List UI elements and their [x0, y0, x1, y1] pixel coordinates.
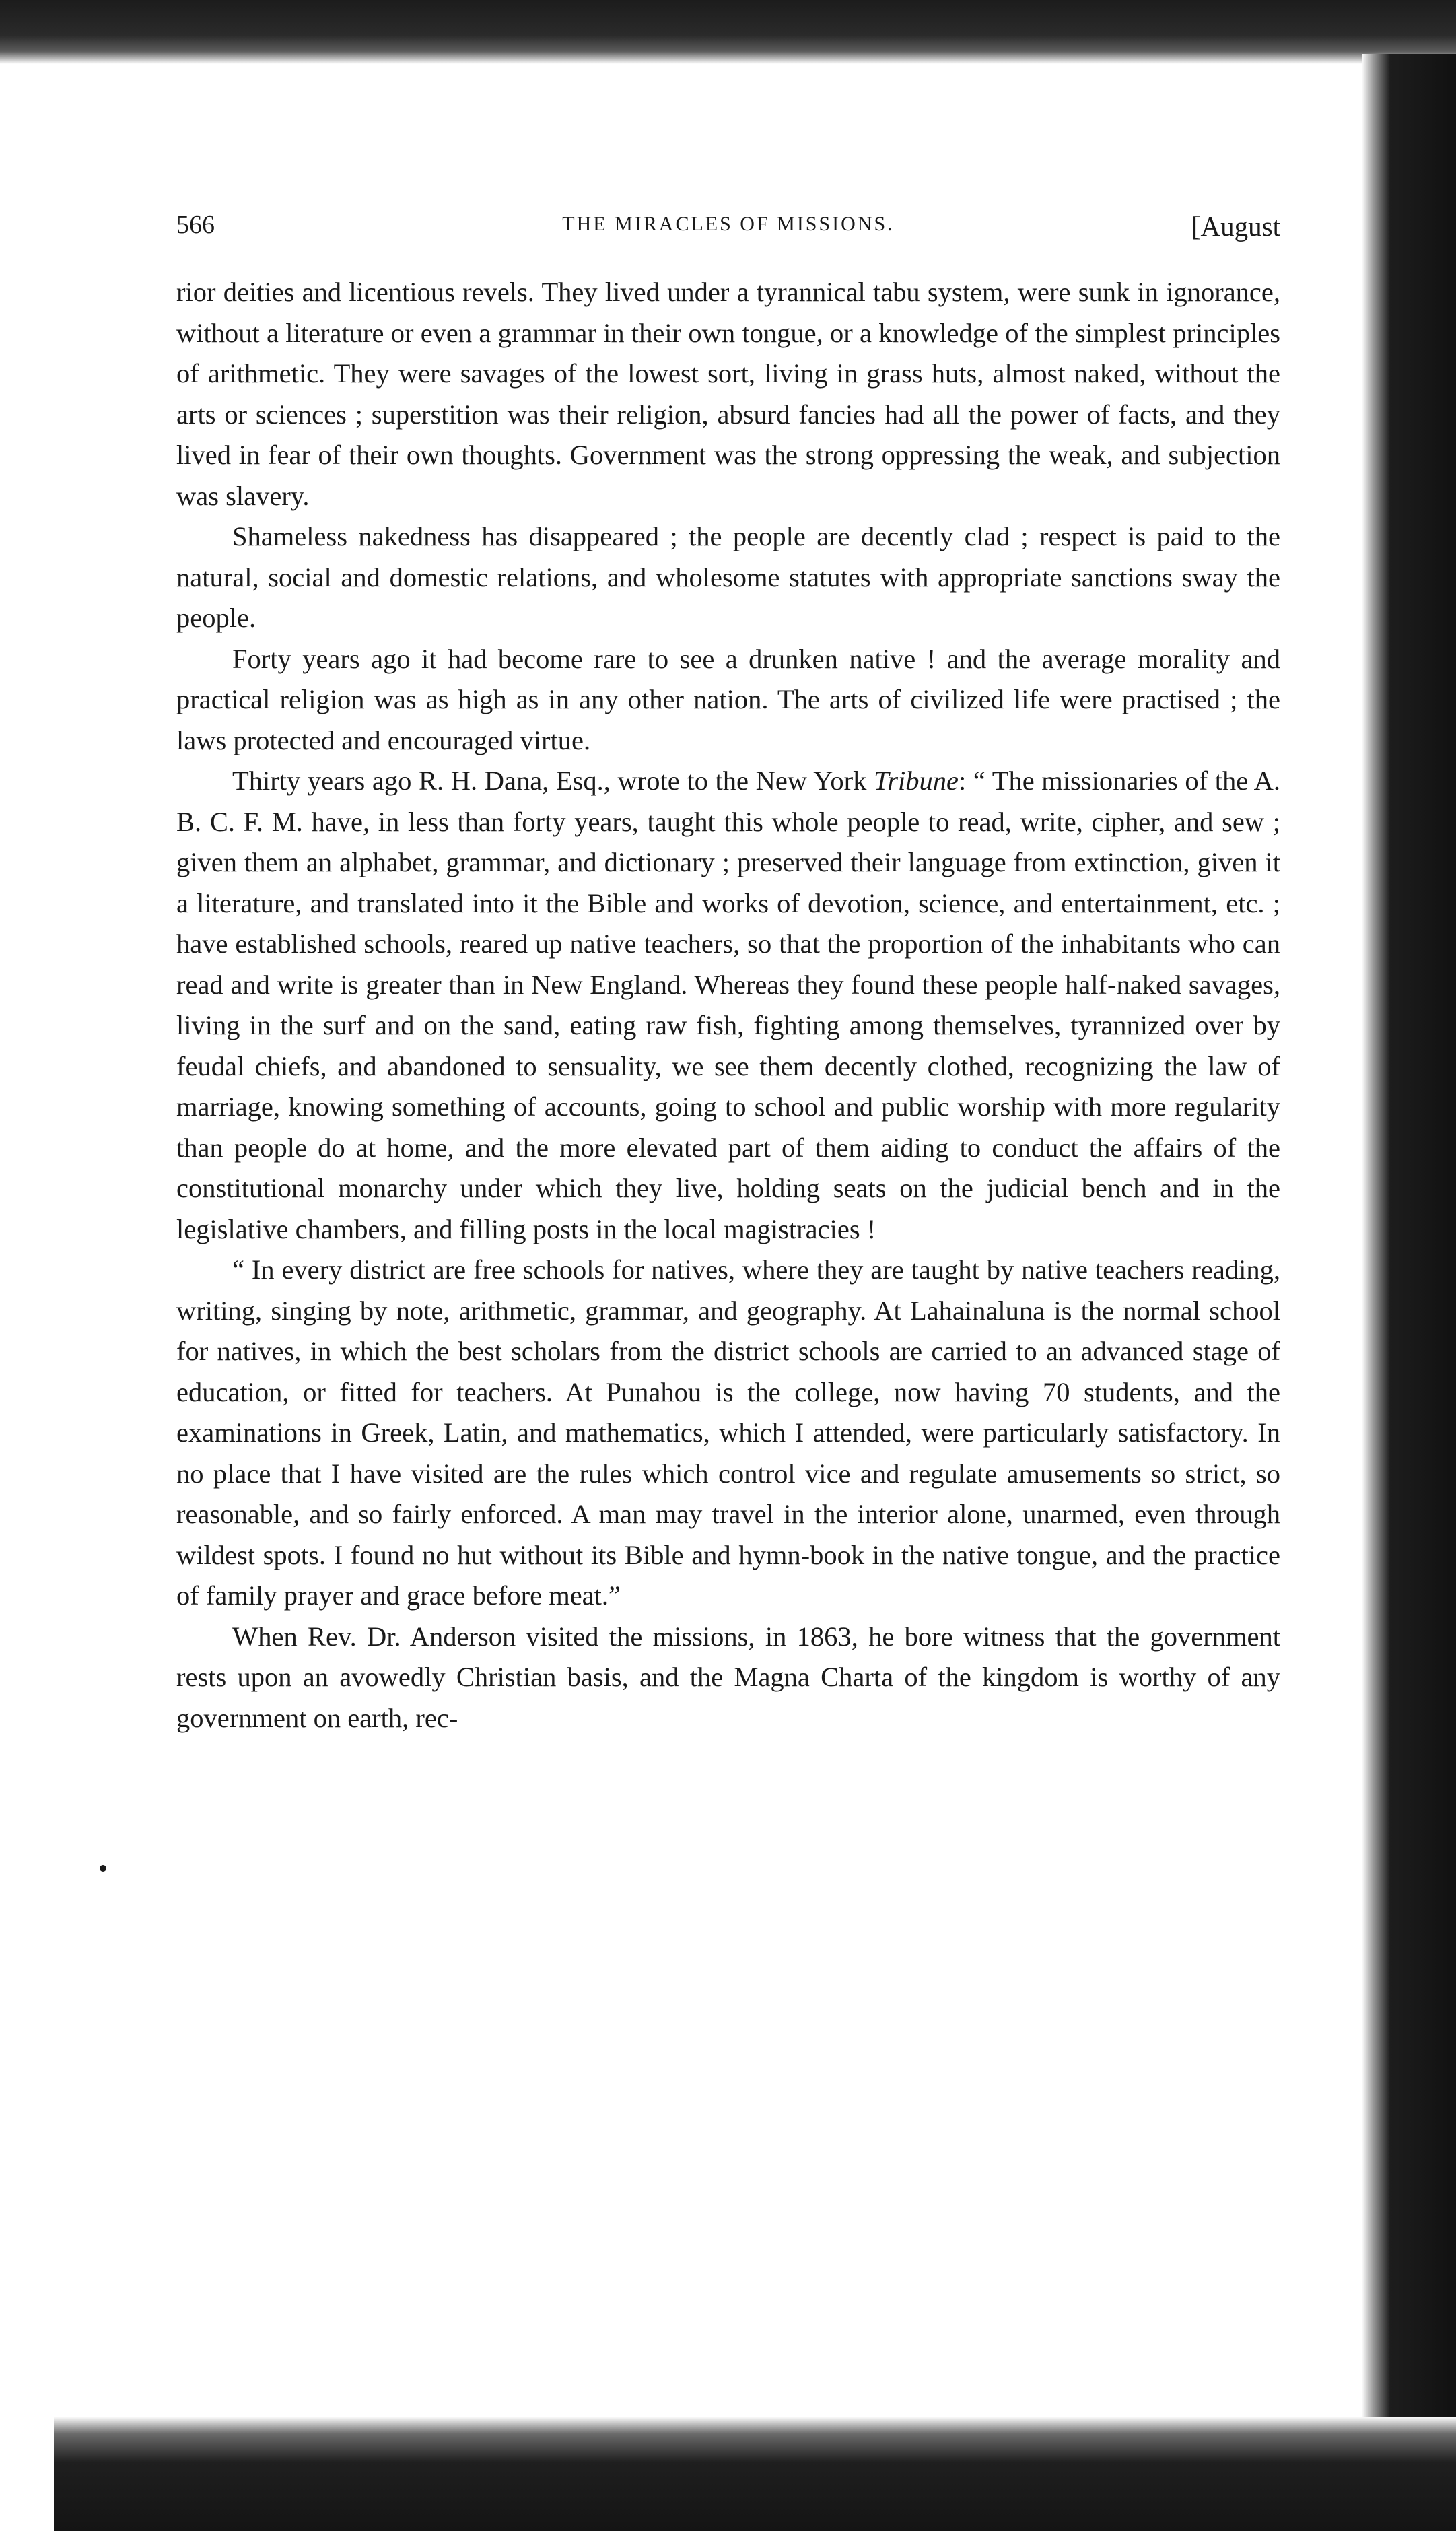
running-head: THE MIRACLES OF MISSIONS.	[562, 213, 895, 235]
paragraph-4	[176, 761, 1280, 1250]
newspaper-title: Tribune	[873, 766, 959, 796]
page-header	[176, 210, 1280, 250]
paragraph-6: When Rev. Dr. Anderson visited the missions, in 1863, he bore witness that the government rests upon an avowedly Christian basis, and the Magna Charta of the kingdom is worthy of any government on earth, rec-	[176, 1621, 1280, 1733]
scan-border-bottom	[54, 2417, 1456, 2531]
page-number: 566	[176, 211, 215, 239]
paragraph-1: rior deities and licentious revels. They lived under a tyrannical tabu system, were sunk in ignorance, without a literature or even a grammar in their own tongue, or a knowledge of the simplest principles of arithmetic. They were savages of the lowest sort, living in grass huts, almost naked, without the arts or sciences ; superstition was their religion, absurd fancies had all the power of facts, and they lived in fear of their own thoughts. Government was the strong oppressing the weak, and subjection was slavery.	[176, 277, 1280, 511]
body-text	[176, 272, 1280, 1739]
paragraph-3: Forty years ago it had become rare to see a drunken native ! and the average morality and practical religion was as high as in any other nation. The arts of civilized life were practised ; the laws protected and encouraged virtue.	[176, 643, 1280, 755]
running-head-month: [August	[1191, 211, 1280, 242]
paragraph-2: Shameless nakedness has disappeared ; the people are decently clad ; respect is paid to the natural, social and domestic relations, and wholesome statutes with appropriate sanctions sway the people.	[176, 521, 1280, 633]
paragraph-5: “ In every district are free schools for natives, where they are taught by native teachers reading, writing, singing by note, arithmetic, grammar, and geography. At Lahainaluna is the normal school for natives, in which the best scholars from the district schools are carried to an advanced stage of education, or fitted for teachers. At Punahou is the college, now having 70 students, and the examinations in Greek, Latin, and mathematics, which I attended, were particularly satisfactory. In no place that I have visited are the rules which control vice and regulate amusements so strict, so reasonable, and so fairly enforced. A man may travel in the interior alone, unarmed, even through wildest spots. I found no hut without its Bible and hymn-book in the native tongue, and the practice of family prayer and grace before meat.”	[176, 1254, 1280, 1611]
scan-border-top	[0, 0, 1456, 64]
scan-border-right	[1362, 54, 1456, 2464]
margin-dot	[100, 1865, 106, 1872]
paragraph-4-text-after: : “ The missionaries of the A. B. C. F. M. have, in less than forty years, taught this whole people to read, write, cipher, and sew ; given them an alphabet, grammar, and dictionary ; preserved their language from extinction, given it a literature, and translated into it the Bible and works of devotion, science, and entertainment, etc. ; have established schools, reared up native teachers, so that the proportion of the inhabitants who can read and write is greater than in New England. Whereas they found these people half-naked savages, living in the surf and on the sand, eating raw fish, fighting among themselves, tyrannized over by feudal chiefs, and abandoned to sensuality, we see them decently clothed, recognizing the law of marriage, knowing something of accounts, going to school and public worship with more regularity than people do at home, and the more elevated part of them aiding to conduct the affairs of the constitutional monarchy under which they live, holding seats on the judicial bench and in the legislative chambers, and filling posts in the local magistracies !	[176, 766, 1280, 1244]
paragraph-4-text-before: Thirty years ago R. H. Dana, Esq., wrote to the New York	[232, 766, 874, 796]
